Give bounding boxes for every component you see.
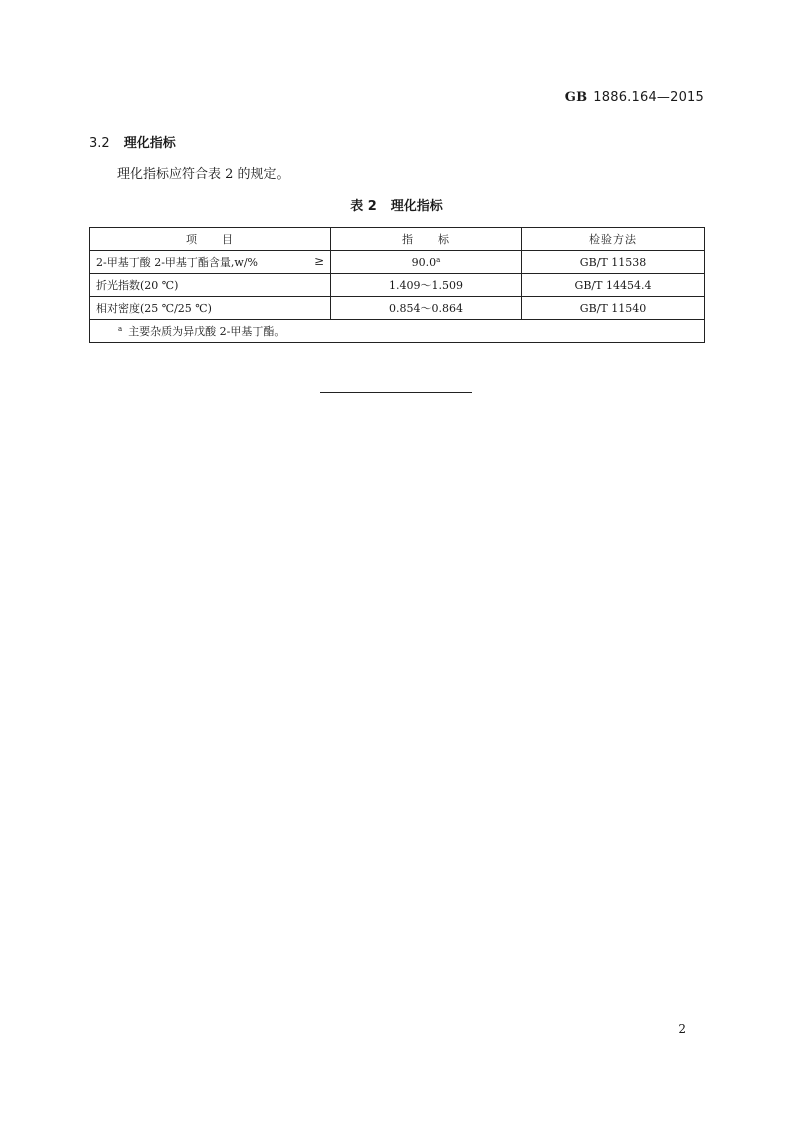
row-value: 0.854～0.864 [331,297,522,320]
standard-number: 1886.164—2015 [593,90,704,105]
spec-table [89,227,705,343]
end-of-standard-rule [320,392,472,393]
row-value-cell [331,251,522,274]
row-item-label: 2-甲基丁酸 2-甲基丁酯含量,w/% [96,256,258,269]
footnote-ref: a [436,255,441,264]
table-header-row [90,228,705,251]
header-value: 指 标 [331,228,522,251]
row-method: GB/T 14454.4 [522,274,705,297]
header-item: 项 目 [90,228,331,251]
row-method: GB/T 11540 [522,297,705,320]
section-number: 3.2 [89,136,110,151]
row-value: 90.0 [411,255,437,269]
section-heading [89,132,176,151]
row-method: GB/T 11538 [522,251,705,274]
table-row [90,274,705,297]
header-method: 检验方法 [522,228,705,251]
table-number: 表 2 [350,199,377,214]
table-footnote [90,320,705,343]
footnote-mark: a [118,325,123,333]
row-value: 1.409～1.509 [331,274,522,297]
page-number: 2 [678,1022,686,1036]
gb-label: GB [564,90,588,105]
geq-symbol: ≥ [313,254,324,268]
row-item-label: 相对密度(25 ℃/25 ℃) [90,297,331,320]
body-paragraph: 理化指标应符合表 2 的规定。 [117,167,290,182]
table-footnote-row [90,320,705,343]
row-item-cell [90,251,331,274]
section-title: 理化指标 [123,136,176,151]
table-row [90,251,705,274]
footnote-text: 主要杂质为异戊酸 2-甲基丁酯。 [128,325,286,338]
table-title: 理化指标 [390,199,443,214]
table-caption [0,195,793,214]
row-item-label: 折光指数(20 ℃) [90,274,331,297]
table-row [90,297,705,320]
standard-number-header [565,90,704,105]
